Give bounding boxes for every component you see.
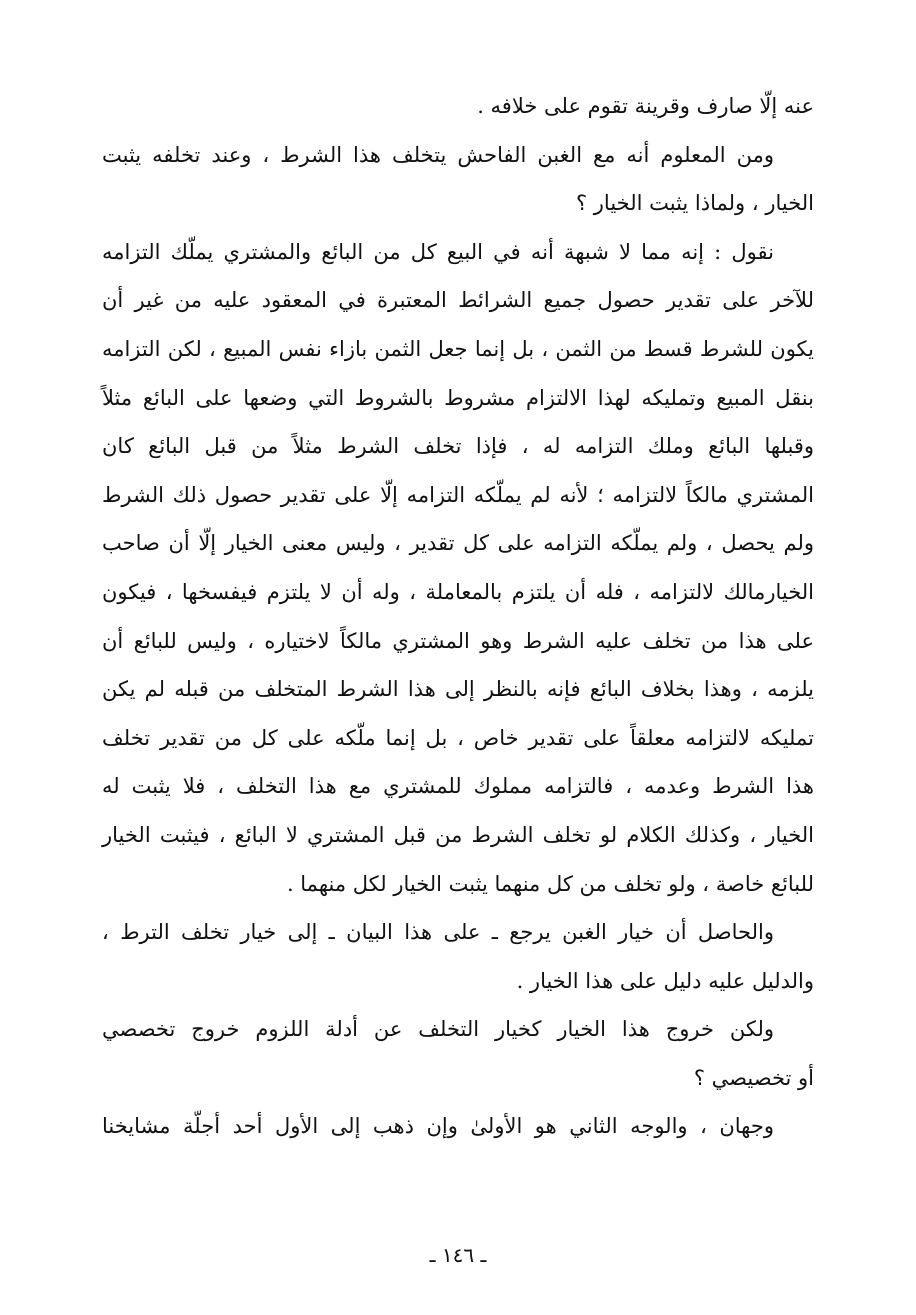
text-line: الخيار ، ولماذا يثبت الخيار ؟ [575,191,814,216]
text-line: تمليكه لالتزامه معلقاً على تقدير خاص ، بل إنما ملّكه على كل من تقدير تخلف [102,725,814,750]
text-line: والحاصل أن خيار الغبن يرجع ـ على هذا البيان ـ إلى خيار تخلف الترط ، [102,920,774,945]
text-line: للآخر على تقدير حصول جميع الشرائط المعتبرة في المعقود عليه من غير أن [102,288,814,313]
text-line: والدليل عليه دليل على هذا الخيار . [516,968,814,993]
text-line: المشتري مالكاً لالتزامه ؛ لأنه لم يملّكه التزامه إلّا على تقدير حصول ذلك الشرط [102,482,814,507]
text-line: ولكن خروج هذا الخيار كخيار التخلف عن أدلة اللزوم خروج تخصصي [102,1017,774,1042]
text-line: أو تخصيصي ؟ [693,1065,814,1090]
text-line: وقبلها البائع وملك التزامه له ، فإذا تخلف الشرط مثلاً من قبل البائع كان [102,434,814,459]
text-line: نقول : إنه مما لا شبهة أنه في البيع كل من البائع والمشتري يملّك التزامه [102,239,774,264]
text-line: ولم يحصل ، ولم يملّكه التزامه على كل تقدير ، وليس معنى الخيار إلّا أن صاحب [102,531,814,556]
text-line: ومن المعلوم أنه مع الغبن الفاحش يتخلف هذا الشرط ، وعند تخلفه يثبت [102,142,774,167]
text-line: للبائع خاصة ، ولو تخلف من كل منهما يثبت الخيار لكل منهما . [286,871,814,896]
text-line: يلزمه ، وهذا بخلاف البائع فإنه بالنظر إلى هذا الشرط المتخلف من قبله لم يكن [102,677,814,702]
text-line: الخيار ، وكذلك الكلام لو تخلف الشرط من قبل المشتري لا البائع ، فيثبت الخيار [102,822,814,847]
text-line: بنقل المبيع وتمليكه لهذا الالتزام مشروط بالشروط التي وضعها على البائع مثلاً [102,385,814,410]
text-line: الخيارمالك لالتزامه ، فله أن يلتزم بالمعاملة ، وله أن لا يلتزم فيفسخها ، فيكون [102,579,814,604]
text-line: على هذا من تخلف عليه الشرط وهو المشتري مالكاً لاختياره ، وليس للبائع أن [102,628,814,653]
text-line: هذا الشرط وعدمه ، فالتزامه مملوك للمشتري مع هذا التخلف ، فلا يثبت له [102,774,814,799]
text-line: عنه إلّا صارف وقرينة تقوم على خلافه . [477,94,814,118]
body-text [102,82,814,1151]
page-number: ـ ١٤٦ ـ [429,1243,487,1267]
text-line: يكون للشرط قسط من الثمن ، بل إنما جعل الثمن بازاء نفس المبيع ، لكن التزامه [102,336,814,361]
text-line: وجهان ، والوجه الثاني هو الأولىٰ وإن ذهب إلى الأول أحد أجلّة مشايخنا [102,1114,774,1139]
